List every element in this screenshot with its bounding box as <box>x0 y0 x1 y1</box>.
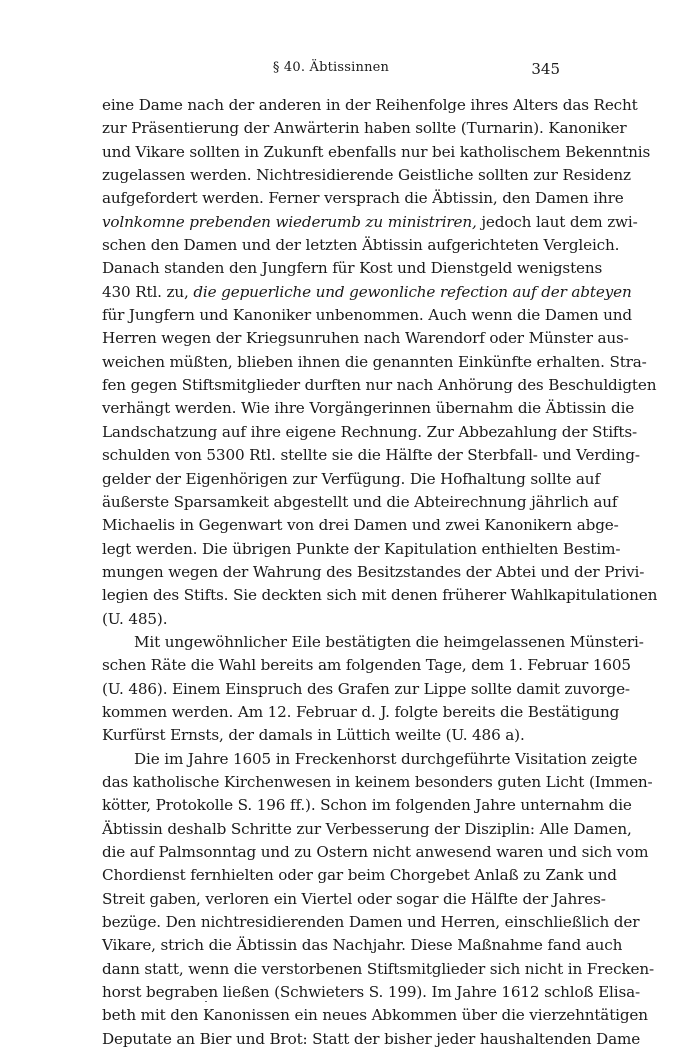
text-line: Die im Jahre 1605 in Freckenhorst durchgeführte Visitation zeigte <box>134 749 638 768</box>
text-line: Deputate an Bier und Brot: Statt der bisher jeder haushaltenden Dame <box>102 1029 641 1048</box>
text-line: zugelassen werden. Nichtresidierende Geistliche sollten zur Residenz <box>102 166 631 185</box>
text-line <box>102 281 632 304</box>
text-line: bezüge. Den nichtresidierenden Damen und Herren, einschließlich der <box>102 913 640 932</box>
text-line: legt werden. Die übrigen Punkte der Kapitulation enthielten Bestim- <box>102 539 621 558</box>
text-line: beth mit den Kanonissen ein neues Abkommen über die vierzehntätigen <box>102 1006 648 1025</box>
text-line: verhängt werden. Wie ihre Vorgängerinnen übernahm die Äbtissin die <box>102 399 635 418</box>
text-line: dann statt, wenn die verstorbenen Stiftsmitglieder sich nicht in Frecken- <box>102 959 654 978</box>
running-head <box>102 60 560 80</box>
text-line: das katholische Kirchenwesen in keinem besonders guten Licht (Immen- <box>102 772 653 791</box>
running-title: § 40. Äbtissinnen <box>272 60 390 75</box>
text-line <box>102 211 638 234</box>
text-line: kötter, Protokolle S. 196 ff.). Schon im folgenden Jahre unternahm die <box>102 796 632 815</box>
text-line: gelder der Eigenhörigen zur Verfügung. Die Hofhaltung sollte auf <box>102 469 600 488</box>
text-line: legien des Stifts. Sie deckten sich mit denen früherer Wahlkapitulationen <box>102 586 658 605</box>
text-line: weichen müßten, blieben ihnen die genannten Einkünfte erhalten. Stra- <box>102 352 647 371</box>
text-line: horst begraben ließen (Schwieters S. 199). Im Jahre 1612 schloß Elisa- <box>102 983 640 1002</box>
text-line: Vikare, strich die Äbtissin das Nachjahr. Diese Maßnahme fand auch <box>102 936 623 955</box>
text-line: mungen wegen der Wahrung des Besitzstandes der Abtei und der Privi- <box>102 562 645 581</box>
text-line: Michaelis in Gegenwart von drei Damen und zwei Kanonikern abge- <box>102 516 619 535</box>
text-line: schulden von 5300 Rtl. stellte sie die Hälfte der Sterbfall- und Verding- <box>102 446 640 465</box>
body-text <box>102 94 658 1051</box>
text-line: kommen werden. Am 12. Februar d. J. folgte bereits die Bestätigung <box>102 702 620 721</box>
text-line: eine Dame nach der anderen in der Reihenfolge ihres Alters das Recht <box>102 96 638 114</box>
text-segment: jedoch laut dem zwi- <box>476 212 638 231</box>
text-line: Mit ungewöhnlicher Eile bestätigten die heimgelassenen Münsteri- <box>134 632 644 651</box>
text-line: Streit gaben, verloren ein Viertel oder sogar die Hälfte der Jahres- <box>102 889 606 908</box>
page-number: 345 <box>531 60 560 78</box>
text-line: Chordienst fernhielten oder gar beim Chorgebet Anlaß zu Zank und <box>102 866 617 885</box>
text-line: Kurfürst Ernsts, der damals in Lüttich weilte (U. 486 a). <box>102 726 525 745</box>
text-line: Danach standen den Jungfern für Kost und Dienstgeld wenigstens <box>102 259 603 278</box>
text-line: schen den Damen und der letzten Äbtissin aufgerichteten Vergleich. <box>102 236 620 255</box>
text-line: äußerste Sparsamkeit abgestellt und die Abteirechnung jährlich auf <box>102 492 618 511</box>
text-line: Herren wegen der Kriegsunruhen nach Warendorf oder Münster aus- <box>102 329 629 348</box>
italic-quotation: die gepuerliche und gewonliche refection auf der abteyen <box>193 282 632 301</box>
text-line: Äbtissin deshalb Schritte zur Verbesserung der Disziplin: Alle Damen, <box>102 819 632 838</box>
print-speck <box>205 1001 207 1002</box>
text-line: und Vikare sollten in Zukunft ebenfalls nur bei katholischem Bekenntnis <box>102 142 651 161</box>
text-line: schen Räte die Wahl bereits am folgenden Tage, dem 1. Februar 1605 <box>102 656 631 675</box>
text-line: Landschatzung auf ihre eigene Rechnung. Zur Abbezahlung der Stifts- <box>102 422 637 441</box>
text-line: (U. 486). Einem Einspruch des Grafen zur Lippe sollte damit zuvorge- <box>102 679 630 698</box>
text-line: aufgefordert werden. Ferner versprach die Äbtissin, den Damen ihre <box>102 189 624 208</box>
text-line: fen gegen Stiftsmitglieder durften nur nach Anhörung des Beschuldigten <box>102 376 657 395</box>
text-line: die auf Palmsonntag und zu Ostern nicht anwesend waren und sich vom <box>102 843 649 861</box>
text-line: zur Präsentierung der Anwärterin haben sollte (Turnarin). Kanoniker <box>102 119 627 138</box>
text-line: (U. 485). <box>102 609 168 628</box>
text-segment: 430 Rtl. zu, <box>102 282 194 301</box>
text-line: für Jungfern und Kanoniker unbenommen. Auch wenn die Damen und <box>102 306 632 325</box>
italic-quotation: volnkomne prebenden wiederumb zu ministriren, <box>102 212 477 231</box>
